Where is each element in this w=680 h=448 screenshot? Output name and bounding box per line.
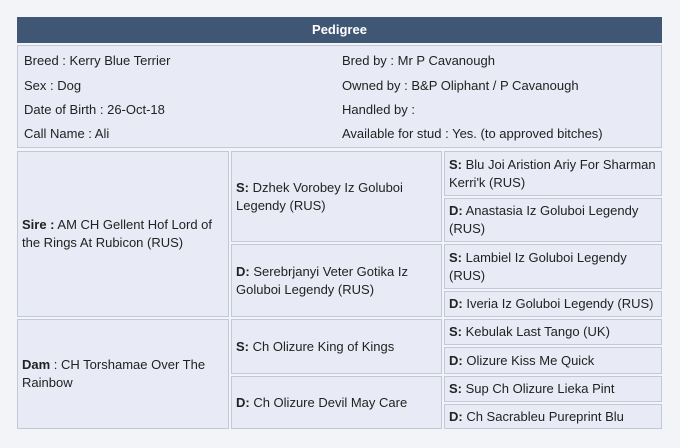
gen3-label: D: [449,352,463,368]
gen2-label: S: [236,179,249,195]
gen2-cell [231,319,442,374]
gen2-name[interactable]: Ch Olizure King of Kings [249,338,395,354]
gen3-name[interactable]: Anastasia Iz Goluboi Legendy (RUS) [449,203,639,236]
gen2-label: D: [236,263,250,279]
dam-label: Dam [22,357,51,372]
gen3-label: S: [449,381,462,396]
gen2-cell [231,151,442,242]
gen3-cell [444,198,662,242]
pedigree-header: Pedigree [17,17,662,43]
gen2-name[interactable]: Ch Olizure Devil May Care [249,394,408,410]
sex-text: Sex : Dog [24,78,82,93]
gen3-cell [444,291,662,317]
handled-by-text: Handled by : [342,102,415,117]
gen3-label: S: [449,324,462,339]
gen2-label: D: [236,394,250,410]
breed-text: Breed : Kerry Blue Terrier [24,53,171,68]
gen3-name[interactable]: Olizure Kiss Me Quick [462,352,595,368]
gen3-name[interactable]: Kebulak Last Tango (UK) [462,324,610,339]
gen2-label: S: [236,338,249,354]
gen2-name[interactable]: Dzhek Vorobey Iz Goluboi Legendy (RUS) [236,179,403,213]
gen3-name[interactable]: Blu Joi Aristion Ariy For Sharman Kerri'k (RUS) [449,156,656,190]
stud-text: Available for stud : Yes. (to approved bitches) [342,126,603,141]
gen3-cell [444,376,662,402]
gen3-cell [444,347,662,374]
gen3-name[interactable]: Lambiel Iz Goluboi Legendy (RUS) [449,249,627,283]
gen3-label: D: [449,203,463,218]
owned-by-text: Owned by : B&P Oliphant / P Cavanough [342,78,579,93]
dam-cell [17,319,229,429]
gen3-label: S: [449,156,462,172]
dam-name[interactable]: : CH Torshamae Over The Rainbow [22,357,206,390]
call-name-text: Call Name : Ali [24,126,110,141]
gen3-cell [444,404,662,429]
gen3-label: D: [449,296,463,311]
dog-info-panel [17,45,662,148]
sire-label: Sire : [22,217,55,232]
gen3-cell [444,151,662,196]
sire-cell [17,151,229,317]
gen3-name[interactable]: Iveria Iz Goluboi Legendy (RUS) [462,296,654,311]
dob-text: Date of Birth : 26-Oct-18 [24,102,165,117]
gen3-label: S: [449,249,462,265]
sire-name[interactable]: AM CH Gellent Hof Lord of the Rings At Rubicon (RUS) [22,217,213,250]
gen2-cell [231,376,442,429]
gen3-name[interactable]: Ch Sacrableu Pureprint Blu [462,408,624,424]
gen3-name[interactable]: Sup Ch Olizure Lieka Pint [462,381,615,396]
bred-by-text: Bred by : Mr P Cavanough [342,53,495,68]
gen3-cell [444,244,662,289]
gen2-name[interactable]: Serebrjanyi Veter Gotika Iz Goluboi Legendy (RUS) [236,263,408,297]
gen3-cell [444,319,662,345]
gen3-label: D: [449,408,463,424]
gen2-cell [231,244,442,317]
